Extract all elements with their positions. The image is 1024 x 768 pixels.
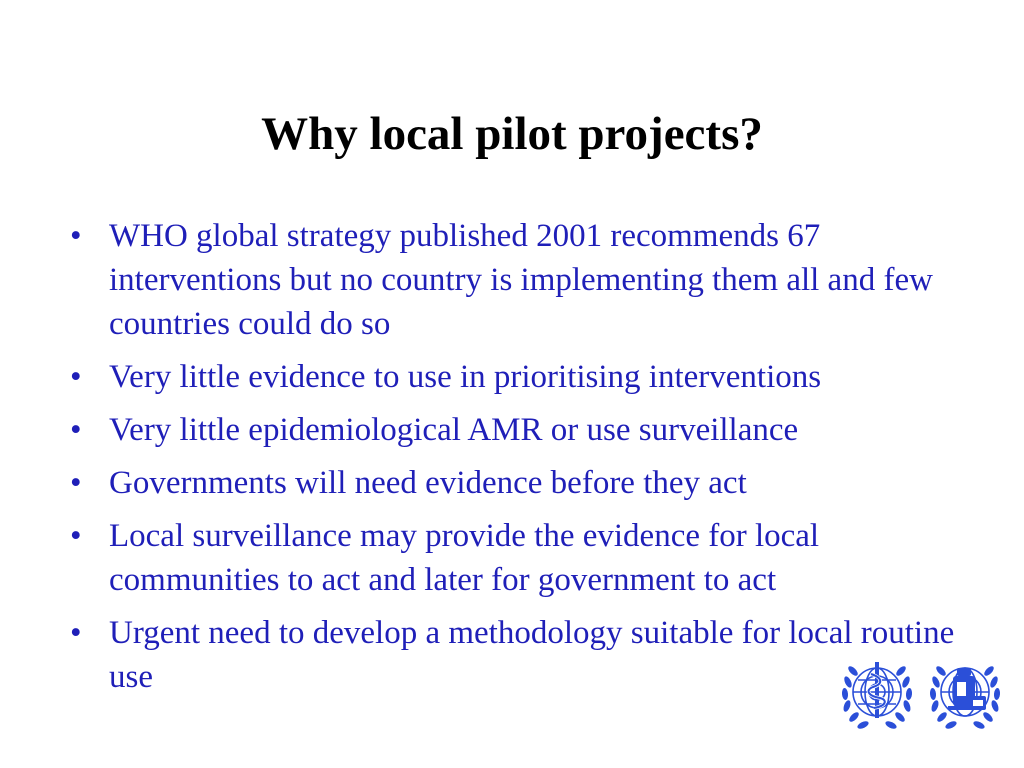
bullet-text: Urgent need to develop a methodology suitable for local routine use	[109, 615, 955, 695]
bullet-dot: •	[70, 465, 82, 501]
bullet-text: Very little epidemiological AMR or use surveillance	[109, 412, 799, 448]
bullet-item	[70, 408, 980, 452]
bullet-text: Governments will need evidence before they act	[109, 465, 747, 501]
logo-group	[838, 652, 1008, 738]
bullet-list	[70, 214, 980, 708]
bullet-dot: •	[70, 412, 82, 448]
bullet-dot: •	[70, 359, 82, 395]
bullet-dot: •	[70, 518, 82, 554]
bullet-text: Very little evidence to use in prioritising interventions	[109, 359, 822, 395]
slide-title: Why local pilot projects?	[261, 108, 763, 160]
bullet-dot: •	[70, 615, 82, 651]
bullet-text: Local surveillance may provide the evidence for local communities to act and later for government to act	[109, 518, 820, 598]
bullet-item	[70, 514, 980, 602]
who-emblem-icon	[838, 652, 916, 736]
bullet-dot: •	[70, 218, 82, 254]
bullet-item	[70, 461, 980, 505]
bullet-item	[70, 214, 980, 346]
pharmacy-emblem-icon	[926, 652, 1004, 736]
bullet-item	[70, 355, 980, 399]
bullet-text: WHO global strategy published 2001 recommends 67 interventions but no country is implementing them all and few countries could do so	[109, 218, 933, 342]
